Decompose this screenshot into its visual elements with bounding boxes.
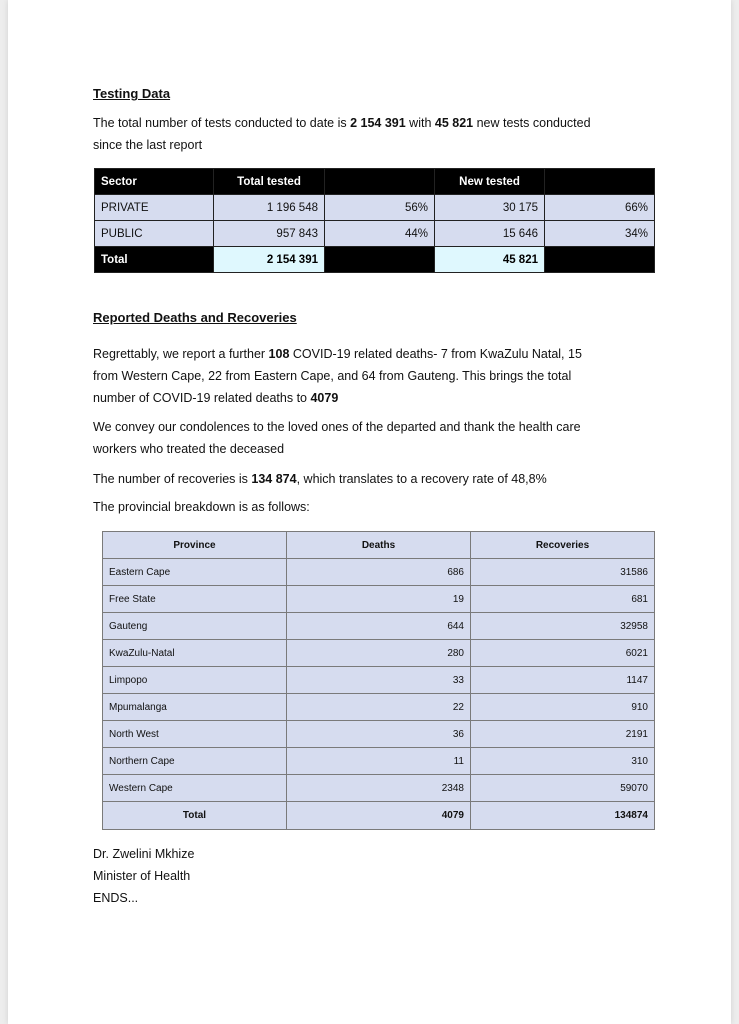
signatory-name: Dr. Zwelini Mkhize xyxy=(93,847,195,861)
new-tests-value: 45 821 xyxy=(434,116,474,130)
province-name: Free State xyxy=(103,586,287,613)
table-row xyxy=(103,640,655,667)
total-cell: 1 196 548 xyxy=(214,195,325,221)
table-row xyxy=(103,721,655,748)
header-blank xyxy=(545,169,655,195)
province-recoveries: 31586 xyxy=(471,559,655,586)
header-new-tested: New tested xyxy=(435,169,545,195)
table-row xyxy=(103,559,655,586)
signatory-title: Minister of Health xyxy=(93,869,191,883)
sector-cell: PUBLIC xyxy=(95,221,214,247)
total-tests-value: 2 154 391 xyxy=(350,116,406,130)
province-deaths: 22 xyxy=(287,694,471,721)
new-pct-cell: 66% xyxy=(545,195,655,221)
provinces-total-row xyxy=(103,802,655,830)
province-deaths: 686 xyxy=(287,559,471,586)
new-cell: 15 646 xyxy=(435,221,545,247)
province-recoveries: 32958 xyxy=(471,613,655,640)
new-tested-total: 45 821 xyxy=(435,247,545,273)
total-tested-total: 2 154 391 xyxy=(214,247,325,273)
breakdown-intro: The provincial breakdown is as follows: xyxy=(93,500,310,514)
total-deaths-value: 4079 xyxy=(310,391,339,405)
province-deaths: 280 xyxy=(287,640,471,667)
province-recoveries: 2191 xyxy=(471,721,655,748)
province-deaths: 11 xyxy=(287,748,471,775)
deaths-heading: Reported Deaths and Recoveries xyxy=(93,310,297,325)
province-deaths: 644 xyxy=(287,613,471,640)
table-row xyxy=(103,613,655,640)
condolences-paragraph: We convey our condolences to the loved ones of the departed and thank the health care workers who treated the deceased xyxy=(93,420,581,456)
province-name: Gauteng xyxy=(103,613,287,640)
province-deaths: 2348 xyxy=(287,775,471,802)
total-pct-cell: 56% xyxy=(325,195,435,221)
province-deaths: 36 xyxy=(287,721,471,748)
testing-table xyxy=(94,168,655,273)
province-name: Mpumalanga xyxy=(103,694,287,721)
province-name: KwaZulu-Natal xyxy=(103,640,287,667)
testing-intro: The total number of tests conducted to date is 2 154 391 with 45 821 new tests conducted since the last report xyxy=(93,116,591,152)
province-deaths: 33 xyxy=(287,667,471,694)
total-recoveries: 134874 xyxy=(471,802,655,830)
blank-cell xyxy=(545,247,655,273)
new-pct-cell: 34% xyxy=(545,221,655,247)
header-sector: Sector xyxy=(95,169,214,195)
table-row xyxy=(103,775,655,802)
province-recoveries: 681 xyxy=(471,586,655,613)
province-recoveries: 310 xyxy=(471,748,655,775)
provinces-table xyxy=(102,531,655,830)
province-recoveries: 910 xyxy=(471,694,655,721)
table-row xyxy=(103,667,655,694)
province-name: Northern Cape xyxy=(103,748,287,775)
provinces-header xyxy=(103,532,655,559)
total-label: Total xyxy=(95,247,214,273)
header-blank xyxy=(325,169,435,195)
header-total-tested: Total tested xyxy=(214,169,325,195)
total-cell: 957 843 xyxy=(214,221,325,247)
table-row xyxy=(103,586,655,613)
testing-data-heading: Testing Data xyxy=(93,86,171,101)
header-deaths: Deaths xyxy=(287,532,471,559)
province-name: Limpopo xyxy=(103,667,287,694)
table-row xyxy=(95,195,655,221)
table-row xyxy=(103,694,655,721)
province-recoveries: 6021 xyxy=(471,640,655,667)
total-label: Total xyxy=(103,802,287,830)
ends-marker: ENDS... xyxy=(93,891,139,905)
document-page xyxy=(8,0,731,1024)
province-deaths: 19 xyxy=(287,586,471,613)
sector-cell: PRIVATE xyxy=(95,195,214,221)
deaths-paragraph: Regrettably, we report a further 108 COVID-19 related deaths- 7 from KwaZulu Natal, 15 from Western Cape, 22 from Eastern Cape, and 64 from Gauteng. This brings the total number of COVID-19 related deaths to 4079 xyxy=(93,347,582,405)
new-cell: 30 175 xyxy=(435,195,545,221)
province-recoveries: 1147 xyxy=(471,667,655,694)
province-name: North West xyxy=(103,721,287,748)
table-row xyxy=(95,221,655,247)
total-deaths: 4079 xyxy=(287,802,471,830)
recoveries-paragraph: The number of recoveries is 134 874, which translates to a recovery rate of 48,8% xyxy=(93,472,547,486)
signature-block xyxy=(93,843,194,909)
province-recoveries: 59070 xyxy=(471,775,655,802)
table-row xyxy=(103,748,655,775)
new-deaths-value: 108 xyxy=(268,347,290,361)
recoveries-value: 134 874 xyxy=(251,472,297,486)
province-name: Eastern Cape xyxy=(103,559,287,586)
province-name: Western Cape xyxy=(103,775,287,802)
testing-total-row xyxy=(95,247,655,273)
header-province: Province xyxy=(103,532,287,559)
total-pct-cell: 44% xyxy=(325,221,435,247)
testing-table-header xyxy=(95,169,655,195)
header-recoveries: Recoveries xyxy=(471,532,655,559)
blank-cell xyxy=(325,247,435,273)
